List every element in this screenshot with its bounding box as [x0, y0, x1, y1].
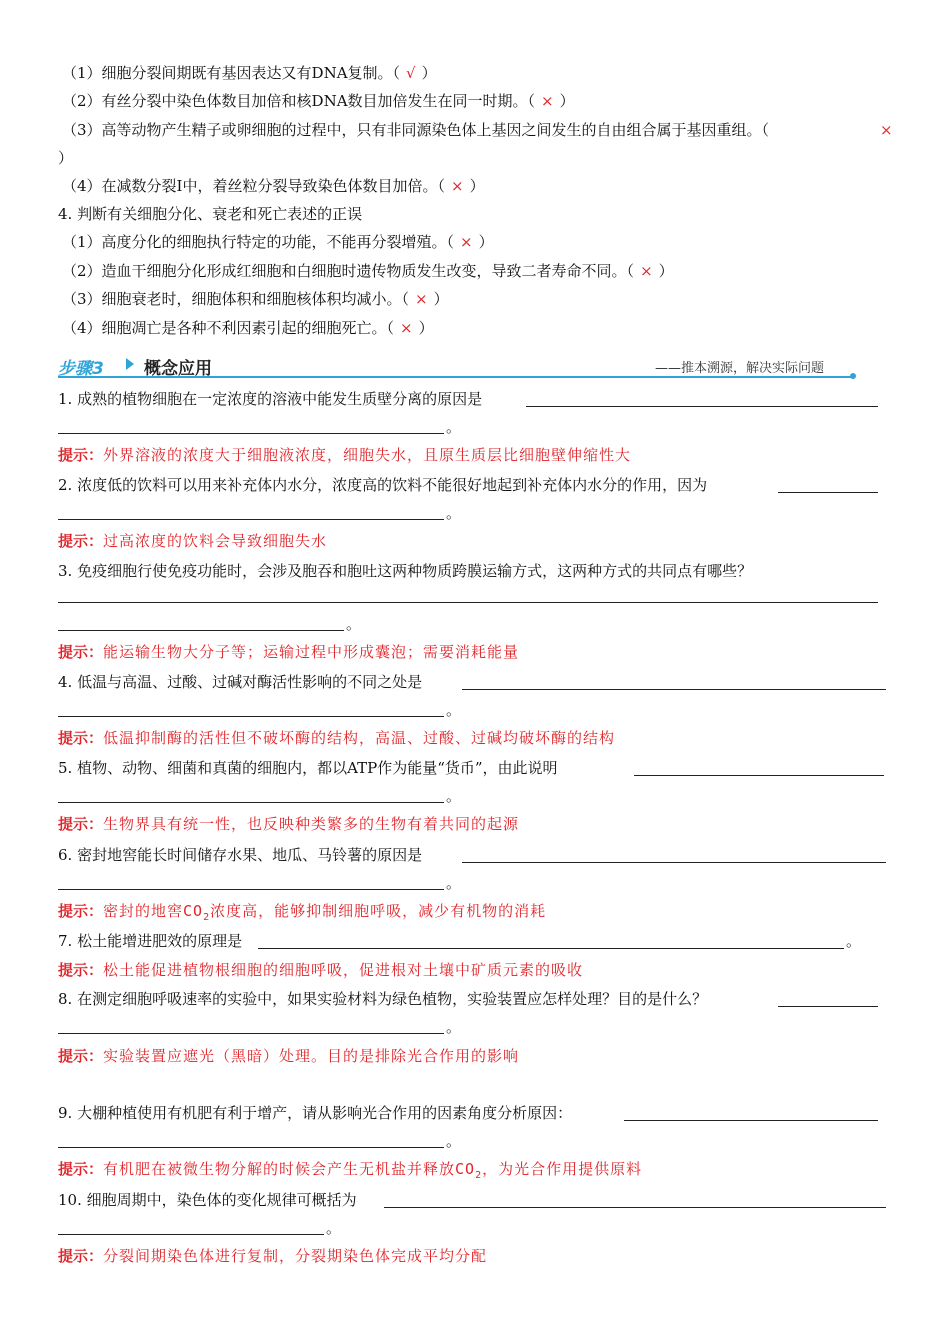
period: 。: [446, 1132, 462, 1150]
judge-item-2: （2）有丝分裂中染色体数目加倍和核DNA数目加倍发生在同一时期。（ × ）: [62, 92, 575, 110]
hint-4: 提示：低温抑制酶的活性但不破坏酶的结构，高温、过酸、过碱均破坏酶的结构: [58, 729, 616, 747]
question-8: 8. 在测定细胞呼吸速率的实验中，如果实验材料为绿色植物，实验装置应怎样处理？目的是什么？: [58, 990, 708, 1008]
divider-dot-icon: [850, 373, 856, 379]
answer-mark: ×: [460, 233, 473, 251]
hint-3: 提示：能运输生物大分子等；运输过程中形成囊泡；需要消耗能量: [58, 643, 520, 661]
step-header: [58, 352, 854, 380]
answer-blank[interactable]: [58, 1033, 444, 1034]
answer-blank[interactable]: [526, 406, 878, 407]
judge-item-1: （1）细胞分裂间期既有基因表达又有DNA复制。（ √ ）: [62, 64, 437, 82]
answer-mark: ×: [640, 262, 653, 280]
answer-blank[interactable]: [58, 802, 444, 803]
answer-blank[interactable]: [58, 519, 444, 520]
judge-item-3-close: ）: [58, 149, 74, 167]
period: 。: [846, 932, 862, 950]
period: 。: [446, 504, 462, 522]
question-10: 10. 细胞周期中，染色体的变化规律可概括为: [58, 1191, 357, 1209]
answer-mark: ×: [450, 177, 464, 195]
question-6: 6. 密封地窖能长时间储存水果、地瓜、马铃薯的原因是: [58, 846, 423, 864]
section4-item-1: （1）高度分化的细胞执行特定的功能，不能再分裂增殖。（ × ）: [62, 233, 494, 251]
period: 。: [346, 615, 362, 633]
answer-blank[interactable]: [778, 492, 878, 493]
step-subtitle: ——推本溯源，解决实际问题: [654, 361, 824, 376]
question-5: 5. 植物、动物、细菌和真菌的细胞内，都以ATP作为能量“货币”，由此说明: [58, 759, 558, 777]
answer-blank[interactable]: [58, 630, 344, 631]
period: 。: [446, 1018, 462, 1036]
answer-blank[interactable]: [58, 889, 444, 890]
arrow-right-icon: [126, 358, 134, 370]
answer-blank[interactable]: [624, 1120, 878, 1121]
section4-item-2: （2）造血干细胞分化形成红细胞和白细胞时遗传物质发生改变，导致二者寿命不同。（ × ）: [62, 262, 674, 280]
answer-blank[interactable]: [58, 1234, 324, 1235]
period: 。: [446, 418, 462, 436]
step-divider: [58, 376, 854, 378]
hint-5: 提示：生物界具有统一性，也反映种类繁多的生物有着共同的起源: [58, 815, 520, 833]
question-2: 2. 浓度低的饮料可以用来补充体内水分，浓度高的饮料不能很好地起到补充体内水分的作用，因为: [58, 476, 708, 494]
question-4: 4. 低温与高温、过酸、过碱对酶活性影响的不同之处是: [58, 673, 423, 691]
section4-item-4: （4）细胞凋亡是各种不利因素引起的细胞死亡。（ × ）: [62, 319, 434, 337]
answer-blank[interactable]: [778, 1006, 878, 1007]
hint-10: 提示：分裂间期染色体进行复制，分裂期染色体完成平均分配: [58, 1247, 488, 1265]
period: 。: [446, 874, 462, 892]
hint-2: 提示：过高浓度的饮料会导致细胞失水: [58, 532, 328, 550]
hint-9: 提示：有机肥在被微生物分解的时候会产生无机盐并释放$CO_2$，为光合作用提供原料: [58, 1160, 643, 1181]
answer-blank[interactable]: [58, 602, 878, 603]
question-3: 3. 免疫细胞行使免疫功能时，会涉及胞吞和胞吐这两种物质跨膜运输方式，这两种方式的共同点有哪些？: [58, 562, 753, 580]
hint-7: 提示：松土能促进植物根细胞的细胞呼吸，促进根对土壤中矿质元素的吸收: [58, 961, 584, 979]
answer-blank[interactable]: [462, 689, 886, 690]
answer-mark: ×: [415, 290, 428, 308]
section4-item-3: （3）细胞衰老时，细胞体积和细胞核体积均减小。（ × ）: [62, 290, 449, 308]
answer-mark: √: [406, 64, 416, 82]
hint-1: 提示：外界溶液的浓度大于细胞液浓度，细胞失水，且原生质层比细胞壁伸缩性大: [58, 446, 632, 464]
judge-item-3: （3）高等动物产生精子或卵细胞的过程中，只有非同源染色体上基因之间发生的自由组合属于基因重组。（ ×: [62, 121, 893, 139]
answer-mark: ×: [880, 121, 893, 139]
step-badge: 步骤3: [58, 359, 104, 379]
hint-6: 提示：密封的地窖$CO_2$浓度高，能够抑制细胞呼吸，减少有机物的消耗: [58, 902, 547, 923]
answer-mark: ×: [541, 92, 554, 110]
question-9: 9. 大棚种植使用有机肥有利于增产，请从影响光合作用的因素角度分析原因：: [58, 1104, 573, 1122]
answer-blank[interactable]: [58, 433, 444, 434]
step-title: 概念应用: [144, 359, 212, 379]
answer-blank[interactable]: [384, 1207, 886, 1208]
question-1: 1. 成熟的植物细胞在一定浓度的溶液中能发生质壁分离的原因是: [58, 390, 483, 408]
period: 。: [446, 701, 462, 719]
question-7: 7. 松土能增进肥效的原理是: [58, 932, 243, 950]
answer-blank[interactable]: [258, 948, 844, 949]
answer-mark: ×: [400, 319, 413, 337]
period: 。: [446, 787, 462, 805]
judge-item-4: （4）在减数分裂Ⅰ中，着丝粒分裂导致染色体数目加倍。（ × ）: [62, 177, 485, 195]
section-title: 4. 判断有关细胞分化、衰老和死亡表述的正误: [58, 205, 363, 223]
answer-blank[interactable]: [634, 775, 884, 776]
answer-blank[interactable]: [462, 862, 886, 863]
answer-blank[interactable]: [58, 716, 444, 717]
hint-8: 提示：实验装置应遮光（黑暗）处理。目的是排除光合作用的影响: [58, 1047, 520, 1065]
answer-blank[interactable]: [58, 1147, 444, 1148]
period: 。: [326, 1219, 342, 1237]
